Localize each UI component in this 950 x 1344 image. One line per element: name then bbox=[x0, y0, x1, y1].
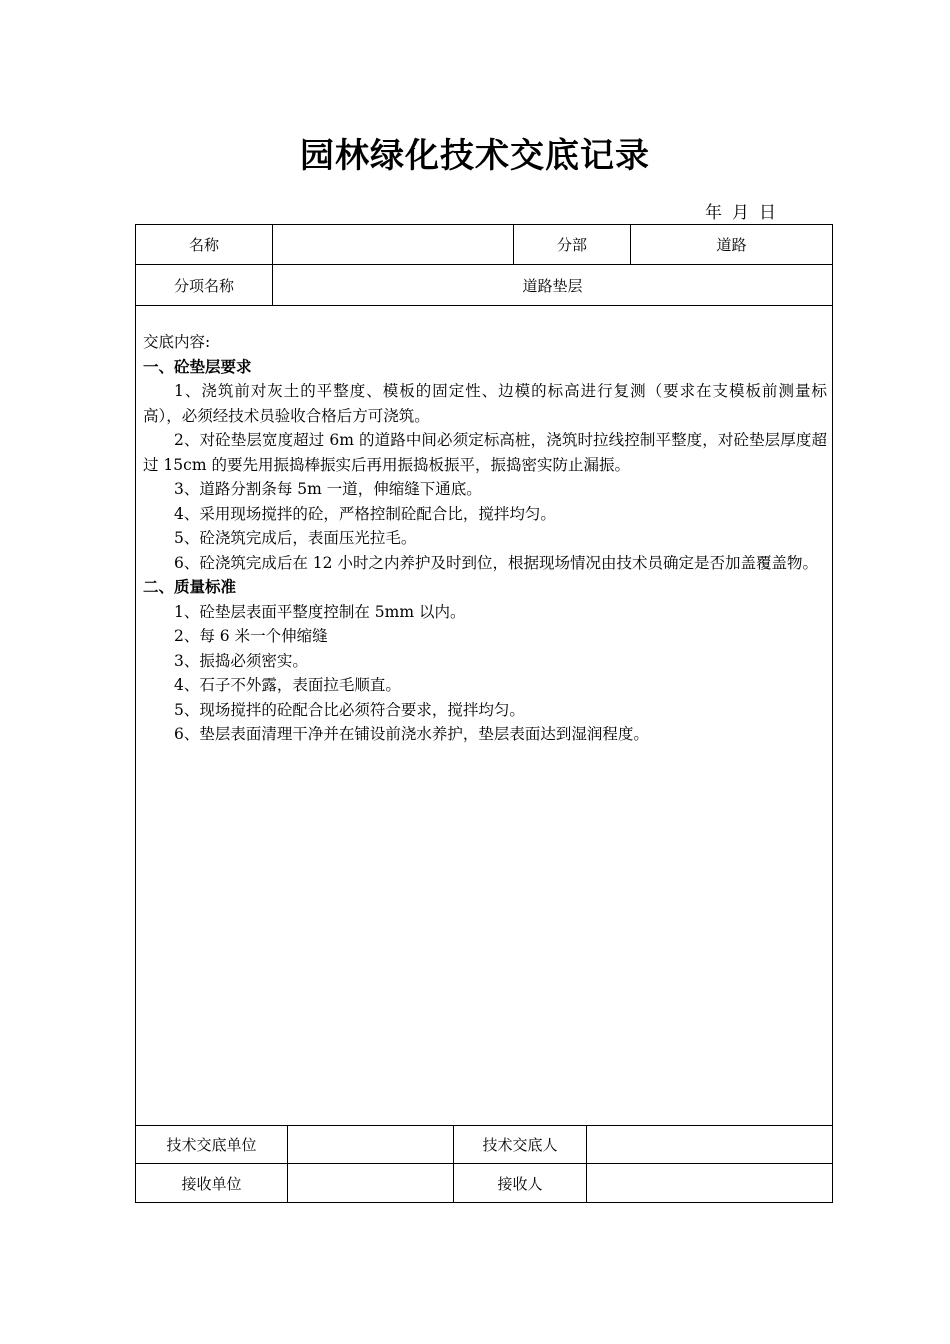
requirement-item: 6、砼浇筑完成后在 12 小时之内养护及时到位，根据现场情况由技术员确定是否加盖覆盖物。 bbox=[174, 553, 818, 572]
section-heading: 二、质量标准 bbox=[143, 578, 237, 596]
standard-item: 3、振捣必须密实。 bbox=[174, 651, 308, 670]
recv-unit-value-cell[interactable] bbox=[288, 1164, 453, 1202]
tech-unit-label-cell: 技术交底单位 bbox=[166, 1136, 257, 1154]
date-line bbox=[705, 198, 786, 223]
recv-person-value-cell[interactable] bbox=[587, 1164, 832, 1202]
date-year-label: 年 bbox=[705, 203, 722, 223]
requirement-item: 5、砼浇筑完成后，表面压光拉毛。 bbox=[174, 529, 417, 547]
subitem-label-cell: 分项名称 bbox=[173, 276, 234, 295]
standard-item: 2、每 6 米一个伸缩缝 bbox=[174, 627, 328, 645]
standard-item: 1、砼垫层表面平整度控制在 5mm 以内。 bbox=[174, 602, 466, 621]
requirement-item: 3、道路分割条每 5m 一道，伸缩缝下通底。 bbox=[174, 480, 482, 498]
date-day-label: 日 bbox=[759, 203, 776, 223]
recv-unit-label-cell: 接收单位 bbox=[181, 1174, 242, 1193]
row-divider bbox=[135, 305, 833, 306]
division-label-cell: 分部 bbox=[556, 236, 587, 254]
standard-item: 4、石子不外露，表面拉毛顺直。 bbox=[174, 676, 401, 694]
standard-item: 6、垫层表面清理干净并在铺设前浇水养护，垫层表面达到湿润程度。 bbox=[174, 725, 649, 743]
division-value-cell: 道路 bbox=[716, 236, 747, 254]
name-value-cell[interactable] bbox=[273, 225, 513, 264]
document-title: 园林绿化技术交底记录 bbox=[300, 136, 650, 176]
content-intro: 交底内容: bbox=[143, 333, 211, 351]
standard-item: 5、现场搅拌的砼配合比必须符合要求，搅拌均匀。 bbox=[174, 700, 525, 719]
subitem-value-cell: 道路垫层 bbox=[522, 276, 583, 295]
date-month-label: 月 bbox=[732, 203, 749, 223]
requirement-item: 2、对砼垫层宽度超过 6m 的道路中间必须定标高桩，浇筑时拉线控制平整度，对砼垫层厚度超过 15cm 的要先用振捣棒振实后再用振捣板振平，振捣密实防止漏振。 bbox=[143, 431, 827, 474]
requirement-item: 4、采用现场搅拌的砼，严格控制砼配合比，搅拌均匀。 bbox=[174, 504, 556, 523]
requirement-item: 1、浇筑前对灰土的平整度、模板的固定性、边模的标高进行复测（要求在支模板前测量标高），必须经技术员验收合格后方可浇筑。 bbox=[143, 382, 827, 425]
recv-person-label-cell: 接收人 bbox=[497, 1174, 543, 1193]
section-heading: 一、砼垫层要求 bbox=[143, 357, 252, 376]
tech-person-label-cell: 技术交底人 bbox=[482, 1136, 558, 1154]
tech-unit-value-cell[interactable] bbox=[288, 1126, 453, 1163]
disclosure-content bbox=[143, 330, 827, 747]
tech-person-value-cell[interactable] bbox=[587, 1126, 832, 1163]
name-label-cell: 名称 bbox=[188, 236, 219, 254]
